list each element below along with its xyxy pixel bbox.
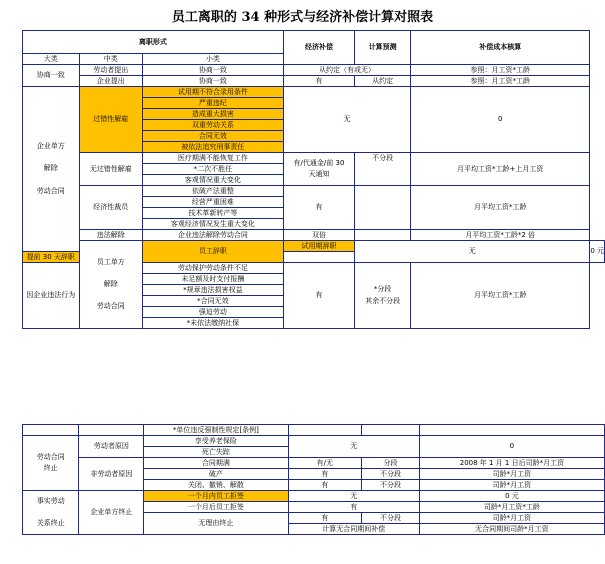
notice-cell: 不分段 [355,153,411,186]
cost-cell: 参照：月工资*工龄 [411,76,590,87]
minor-cell: 客观情况重大变化 [142,175,283,186]
cost-cell: 0 [411,87,590,153]
notice-cell: 计算无合同期间补偿 [288,524,419,535]
minor-cell: *单位违反强制性规定[条例] [144,425,288,436]
notice-cell: 不分段 [362,469,420,480]
category-line: 解除 [43,164,58,173]
blank-cell [362,425,420,436]
category-line: 关系终止 [36,519,65,528]
cost-cell: 无合同期间司龄*月工资 [419,524,604,535]
minor-cell: 一个月后员工拒签 [144,502,288,513]
compensation-cell: 有 [283,76,354,87]
category-employer [23,87,80,252]
minor-cell: 协商一致 [142,76,283,87]
compensation-cell: 有 [288,480,362,491]
compensation-cell: 双倍 [283,230,354,241]
mid-nonworker-reason: 非劳动者原因 [79,458,144,491]
compensation-line: 天通知 [308,170,330,178]
compensation-table-part1 [22,30,605,329]
compensation-cell: 有 [288,502,419,513]
minor-cell: 企业违法解除劳动合同 [142,230,283,241]
minor-cell: *二次不胜任 [142,164,283,175]
minor-cell: 协商一致 [142,65,283,76]
mid-fault-dismissal: 过错性解雇 [79,87,142,153]
cost-cell: 参照：月工资*工龄 [411,65,590,76]
compensation-cell: 无 [355,241,590,263]
minor-cell: 试用期不符合录用条件 [142,87,283,98]
cost-cell: 月平均工资*工龄*2 倍 [411,230,590,241]
category-line: 事实劳动 [36,496,65,505]
mid-employee-resign: 员工辞职 [142,241,283,263]
minor-cell: 强迫劳动 [142,307,283,318]
blank-cell [79,425,144,436]
notice-cell [355,186,411,230]
notice-cell [355,263,411,329]
category-negotiate: 协商一致 [23,65,80,87]
mid-illegal-termination: 违法解除 [79,230,142,241]
mid-cell: 劳动者提出 [79,65,142,76]
minor-cell: 被依法追究刑事责任 [142,142,283,153]
header-major: 大类 [23,54,80,65]
minor-cell: 经营严重困难 [142,197,283,208]
cost-cell: 司龄*月工资 [419,469,604,480]
minor-cell: 破产 [144,469,288,480]
mid-employer-violation: 因企业违法行为 [23,263,80,329]
minor-cell: 提前 30 天辞职 [23,252,80,263]
compensation-cell: 有/无 [288,458,362,469]
minor-cell: 无理由终止 [144,513,288,535]
notice-cell: 分段 [362,458,420,469]
compensation-cell: 有 [288,513,362,524]
cost-cell: 2008 年 1 月 1 日后司龄*月工资 [419,458,604,469]
minor-cell: 依破产法重整 [142,186,283,197]
compensation-cell: 无 [288,436,419,458]
cost-cell: 月平均工资*工龄 [411,263,590,329]
compensation-cell: 有 [283,263,354,329]
minor-cell: 医疗期满不能恢复工作 [142,153,283,164]
minor-cell: 造成重大损害 [142,109,283,120]
blank-cell [288,425,362,436]
mid-worker-reason: 劳动者原因 [79,436,144,458]
mid-employer-termination: 企业单方终止 [79,491,144,535]
minor-cell: 一个月内员工拒签 [144,491,288,502]
minor-cell: 合同期满 [144,458,288,469]
header-minor: 小类 [142,54,283,65]
minor-cell: 关闭、撤销、解散 [144,480,288,491]
header-cost: 补偿成本核算 [411,31,590,65]
blank-cell [419,425,604,436]
header-compensation: 经济补偿 [283,31,354,65]
cost-cell: 司龄*月工资*工龄 [419,502,604,513]
compensation-line: 有/代通金/前 30 [293,158,345,167]
mid-nofault-dismissal: 无过错性解雇 [79,153,142,186]
header-form: 离职形式 [23,31,284,54]
notice-cell [355,230,411,241]
minor-cell: *规章违法损害权益 [142,285,283,296]
cost-cell: 0 元 [419,491,604,502]
header-mid: 中类 [79,54,142,65]
notice-cell: 从约定 [355,76,411,87]
header-notice: 计算预测 [355,31,411,65]
cost-cell: 月平均工资*工龄+上月工资 [411,153,590,186]
category-line: 劳动合同 [36,186,65,195]
mid-cell: 企业提出 [79,76,142,87]
minor-cell: 双重劳动关系 [142,120,283,131]
compensation-cell [283,153,354,186]
mid-economic-layoff: 经济性裁员 [79,186,142,230]
cost-cell: 月平均工资*工龄 [411,186,590,230]
compensation-table-part2 [22,424,605,535]
minor-cell: 死亡失踪 [144,447,288,458]
minor-cell: 未足额及时支付报酬 [142,274,283,285]
category-contract-termination [23,436,79,491]
minor-cell: 劳动保护劳动条件不足 [142,263,283,274]
category-line: 终止 [43,464,58,472]
compensation-cell: 无 [288,491,419,502]
category-line: 劳动合同 [96,302,125,311]
category-line: 企业单方 [36,142,65,151]
notice-line: 其余不分段 [365,296,401,305]
notice-cell: 不分段 [362,513,420,524]
minor-cell: 试用期辞职 [283,241,354,252]
minor-cell: *合同无效 [142,296,283,307]
notice-cell: 不分段 [362,480,420,491]
page-title: 员工离职的 34 种形式与经济补偿计算对照表 [171,10,434,25]
category-line: 解除 [103,279,118,288]
minor-cell: 享受养老保险 [144,436,288,447]
compensation-cell: 从约定（有或无） [283,65,410,76]
minor-cell: 合同无效 [142,131,283,142]
category-line: 劳动合同 [36,452,65,461]
cost-cell: 司龄*月工资 [419,480,604,491]
minor-cell: 严重违纪 [142,98,283,109]
category-line: 员工单方 [96,257,125,266]
category-fact-relation [23,491,79,535]
compensation-cell: 有 [283,186,354,230]
compensation-cell: 有 [288,469,362,480]
cost-cell: 司龄*月工资 [419,513,604,524]
cost-cell: 0 元 [590,241,605,263]
minor-cell: *未依法缴纳社保 [142,318,283,329]
category-employee [79,241,142,329]
cost-cell: 0 [419,436,604,458]
notice-line: *分段 [373,285,392,294]
compensation-cell: 无 [283,87,410,153]
minor-cell: 客观经济情况发生重大变化 [142,219,283,230]
blank-cell [23,425,79,436]
minor-cell: 技术革新转产等 [142,208,283,219]
